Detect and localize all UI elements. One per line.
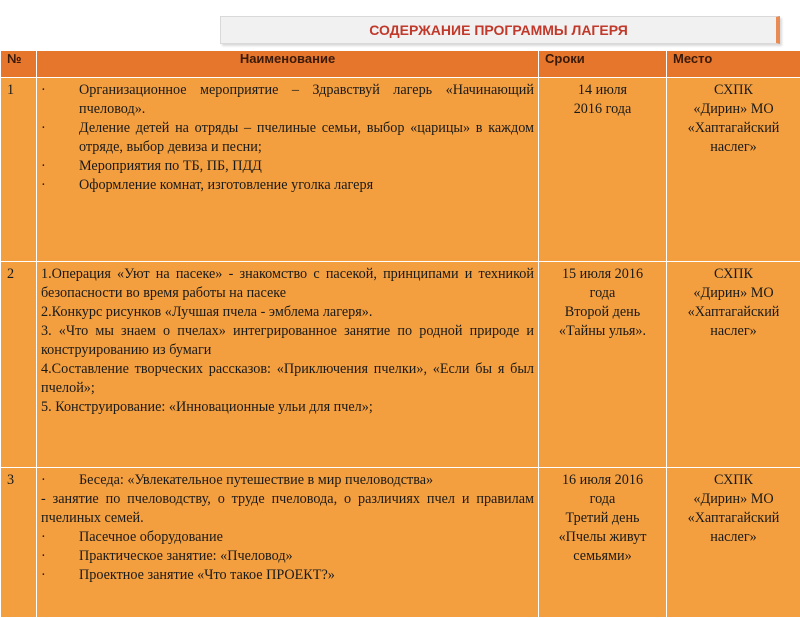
bullet: ·: [41, 176, 79, 195]
bullet: ·: [41, 566, 79, 585]
row-number: 1: [1, 78, 37, 262]
row-place: СХПК «Дирин» МО «Хаптагайский наслег»: [667, 468, 800, 618]
list-item: 2.Конкурс рисунков «Лучшая пчела - эмблема лагеря».: [41, 303, 534, 322]
row-content: [37, 262, 539, 468]
table-row: [1, 78, 800, 262]
list-item: 3. «Что мы знаем о пчелах» интегрированное занятие по родной природе и конструированию из бумаги: [41, 322, 534, 360]
list-item: · Организационное мероприятие – Здравствуй лагерь «Начинающий пчеловод».: [41, 81, 534, 119]
bullet: ·: [41, 157, 79, 176]
list-item: · Проектное занятие «Что такое ПРОЕКТ?»: [41, 566, 534, 585]
bullet: ·: [41, 528, 79, 547]
header-name: Наименование: [37, 51, 539, 78]
bullet: ·: [41, 547, 79, 566]
header-num: №: [1, 51, 37, 78]
list-item: · Деление детей на отряды – пчелиные семьи, выбор «царицы» в каждом отряде, выбор девиза и песни;: [41, 119, 534, 157]
row-content: [37, 468, 539, 618]
list-item: 5. Конструирование: «Инновационные ульи для пчел»;: [41, 398, 534, 417]
list-item: - занятие по пчеловодству, о труде пчеловода, о различиях пчел и правилам пчелиных семей.: [41, 490, 534, 528]
row-dates: 14 июля 2016 года: [539, 78, 667, 262]
table-header-row: [1, 51, 800, 78]
table-row: [1, 468, 800, 618]
page-title: СОДЕРЖАНИЕ ПРОГРАММЫ ЛАГЕРЯ: [220, 16, 780, 44]
header-dates: Сроки: [539, 51, 667, 78]
list-item: 4.Составление творческих рассказов: «Приключения пчелки», «Если бы я был пчелой»;: [41, 360, 534, 398]
row-number: 3: [1, 468, 37, 618]
bullet: ·: [41, 81, 79, 119]
bullet: ·: [41, 119, 79, 157]
row-content: [37, 78, 539, 262]
list-item: · Практическое занятие: «Пчеловод»: [41, 547, 534, 566]
header-place: Место: [667, 51, 800, 78]
row-place: СХПК «Дирин» МО «Хаптагайский наслег»: [667, 78, 800, 262]
list-item: · Оформление комнат, изготовление уголка лагеря: [41, 176, 534, 195]
list-item: · Пасечное оборудование: [41, 528, 534, 547]
program-table: [0, 50, 800, 618]
list-item: · Мероприятия по ТБ, ПБ, ПДД: [41, 157, 534, 176]
row-number: 2: [1, 262, 37, 468]
list-item: 1.Операция «Уют на пасеке» - знакомство с пасекой, принципами и техникой безопасности во время работы на пасеке: [41, 265, 534, 303]
table-row: [1, 262, 800, 468]
row-dates: 15 июля 2016 года Второй день «Тайны улья».: [539, 262, 667, 468]
list-item: · Беседа: «Увлекательное путешествие в мир пчеловодства»: [41, 471, 534, 490]
bullet: ·: [41, 471, 79, 490]
row-dates: 16 июля 2016 года Третий день «Пчелы живут семьями»: [539, 468, 667, 618]
row-place: СХПК «Дирин» МО «Хаптагайский наслег»: [667, 262, 800, 468]
